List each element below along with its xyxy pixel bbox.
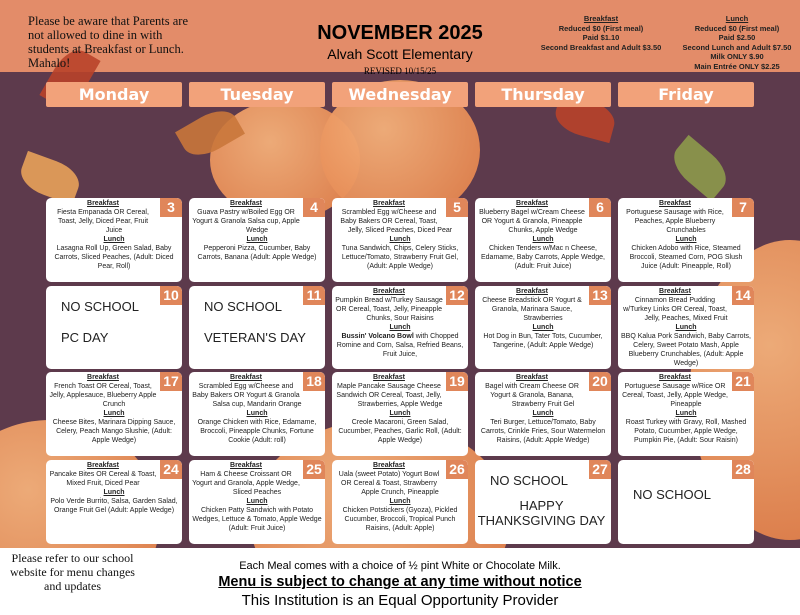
lunch-menu: Chicken Tenders w/Mac n Cheese, Edamame, Baby Carrots, Apple Wedge, (Adult: Fruit Juice)	[481, 245, 605, 270]
lunch-menu: Chicken Patty Sandwich with Potato Wedges, Lettuce & Tomato, Apple Wedge (Adult: Fruit Juice)	[192, 507, 322, 532]
price-line: Reduced $0 (First meal)	[694, 23, 780, 33]
breakfast-label: Breakfast	[373, 288, 405, 295]
lunch-label: Lunch	[103, 410, 125, 417]
day-cell-11	[189, 286, 325, 369]
price-line: Milk ONLY $.90	[710, 52, 764, 61]
price-line: Paid $1.10	[582, 33, 620, 42]
date-badge: 7	[732, 198, 754, 217]
lunch-label: Lunch	[103, 489, 125, 496]
lunch-label: Lunch	[532, 324, 554, 331]
no-school-label: NO SCHOOL	[633, 487, 712, 502]
breakfast-label: Breakfast	[230, 374, 262, 381]
lunch-prices-label: Lunch	[725, 14, 749, 23]
breakfast-menu: Cheese Breadstick OR Yogurt & Granola, Marinara Sauce, Strawberries	[482, 297, 582, 322]
parent-notice: Please be aware that Parents are not allowed to dine in with students at Breakfast or Lunch. Mahalo!	[28, 14, 188, 70]
holiday-note: PC DAY	[61, 330, 109, 345]
lunch-label: Lunch	[389, 324, 411, 331]
day-cell-28	[618, 460, 754, 544]
breakfast-menu: Bagel with Cream Cheese OR Yogurt & Granola, Banana, Strawberry Fruit Gel	[485, 383, 579, 408]
lunch-label: Lunch	[246, 410, 268, 417]
lunch-prices	[676, 14, 798, 71]
breakfast-menu: Pumpkin Bread w/Turkey Sausage OR Cereal, Toast, Jelly, Pineapple Chunks, Sour Raisins	[335, 297, 443, 322]
breakfast-label: Breakfast	[373, 462, 405, 469]
no-school-label: NO SCHOOL	[204, 299, 283, 314]
date-badge: 19	[446, 372, 468, 391]
breakfast-label: Breakfast	[230, 462, 262, 469]
date-badge: 14	[732, 286, 754, 305]
breakfast-label: Breakfast	[373, 200, 405, 207]
day-cell-20	[475, 372, 611, 456]
day-cell-5	[332, 198, 468, 282]
lunch-label: Lunch	[103, 236, 125, 243]
breakfast-menu: Cinnamon Bread Pudding w/Turkey Links OR Cereal, Toast, Jelly, Peaches, Mixed Fruit	[623, 297, 728, 322]
day-cell-24	[46, 460, 182, 544]
price-line: Second Breakfast and Adult $3.50	[540, 42, 662, 52]
breakfast-prices	[530, 14, 672, 52]
day-header-friday: Friday	[618, 82, 754, 107]
holiday-note: VETERAN'S DAY	[204, 330, 306, 345]
breakfast-label: Breakfast	[373, 374, 405, 381]
breakfast-label: Breakfast	[87, 200, 119, 207]
breakfast-label: Breakfast	[516, 200, 548, 207]
day-cell-6	[475, 198, 611, 282]
date-badge: 11	[303, 286, 325, 305]
breakfast-menu: Blueberry Bagel w/Cream Cheese OR Yogurt & Granola, Pineapple Chunks, Apple Wedge	[479, 209, 585, 234]
breakfast-label: Breakfast	[516, 374, 548, 381]
day-cell-21	[618, 372, 754, 456]
lunch-menu: Orange Chicken with Rice, Edamame, Broccoli, Pineapple Chunks, Fortune Cookie (Adult: roll)	[197, 419, 317, 444]
day-cell-25	[189, 460, 325, 544]
day-cell-10	[46, 286, 182, 369]
lunch-menu: Teri Burger, Lettuce/Tomato, Baby Carrots, Crinkle Fries, Sour Watermelon Raisins, (Adult: Apple Wedge)	[480, 419, 606, 444]
date-badge: 20	[589, 372, 611, 391]
lunch-menu: Hot Dog in Bun, Tater Tots, Cucumber, Tangerine, (Adult: Apple Wedge)	[483, 333, 603, 349]
breakfast-menu: Fiesta Empanada OR Cereal, Toast, Jelly, Diced Pear, Fruit Juice	[57, 209, 149, 234]
day-header-monday: Monday	[46, 82, 182, 107]
breakfast-label: Breakfast	[659, 288, 691, 295]
date-badge: 6	[589, 198, 611, 217]
breakfast-label: Breakfast	[87, 462, 119, 469]
date-badge: 5	[446, 198, 468, 217]
date-badge: 24	[160, 460, 182, 479]
day-cell-26	[332, 460, 468, 544]
day-cell-12	[332, 286, 468, 369]
date-badge: 13	[589, 286, 611, 305]
date-badge: 12	[446, 286, 468, 305]
breakfast-menu: Ham & Cheese Croissant OR Yogurt and Granola, Apple Wedge, Sliced Peaches	[192, 471, 300, 496]
website-note: Please refer to our school website for menu changes and updates	[10, 551, 135, 593]
lunch-label: Lunch	[246, 236, 268, 243]
day-cell-4	[189, 198, 325, 282]
lunch-feature: Bussin' Volcano Bowl	[341, 333, 414, 340]
lunch-menu: Creole Macaroni, Green Salad, Cucumber, Peaches, Garlic Roll, (Adult: Apple Wedge)	[338, 419, 462, 444]
lunch-menu: Pepperoni Pizza, Cucumber, Baby Carrots, Banana (Adult: Apple Wedge)	[197, 245, 317, 261]
equal-opportunity-note: This Institution is an Equal Opportunity Provider	[241, 592, 559, 609]
day-cell-3	[46, 198, 182, 282]
school-name: Alvah Scott Elementary	[327, 46, 473, 62]
day-cell-13	[475, 286, 611, 369]
date-badge: 4	[303, 198, 325, 217]
lunch-label: Lunch	[675, 410, 697, 417]
page-title: NOVEMBER 2025	[317, 22, 483, 44]
breakfast-menu: Pancake Bites OR Cereal & Toast, Mixed Fruit, Diced Pear	[49, 471, 157, 487]
page-title-block	[290, 22, 510, 76]
breakfast-menu: Portuguese Sausage with Rice, Peaches, Apple Blueberry Crunchables	[626, 209, 724, 234]
breakfast-label: Breakfast	[516, 288, 548, 295]
day-header-tuesday: Tuesday	[189, 82, 325, 107]
day-header-wednesday: Wednesday	[332, 82, 468, 107]
lunch-menu: Roast Turkey with Gravy, Roll, Mashed Potato, Cucumber, Apple Wedge, Pumpkin Pie, (Adult: Sour Raisin)	[625, 419, 747, 444]
day-cell-7	[618, 198, 754, 282]
lunch-menu: BBQ Kalua Pork Sandwich, Baby Carrots, Celery, Sweet Potato Mash, Apple Blueberry Crunchables, (Adult: Apple Wedge)	[621, 333, 751, 367]
breakfast-menu: Uala (sweet Potato) Yogurt Bowl OR Cereal & Toast, Strawberry Apple Crunch, Pineapple	[338, 471, 440, 496]
date-badge: 26	[446, 460, 468, 479]
breakfast-menu: Maple Pancake Sausage Cheese Sandwich OR Cereal, Toast, Jelly, Strawberries, Apple Wedge	[336, 383, 443, 408]
lunch-label: Lunch	[675, 324, 697, 331]
breakfast-menu: Guava Pastry w/Boiled Egg OR Yogurt & Granola Salsa cup, Apple Wedge	[192, 209, 300, 234]
lunch-menu: Polo Verde Burrito, Salsa, Garden Salad, Orange Fruit Gel (Adult: Apple Wedge)	[50, 498, 178, 514]
lunch-menu	[335, 332, 465, 359]
lunch-label: Lunch	[675, 236, 697, 243]
lunch-label: Lunch	[389, 410, 411, 417]
day-header-thursday: Thursday	[475, 82, 611, 107]
date-badge: 10	[160, 286, 182, 305]
lunch-label: Lunch	[532, 236, 554, 243]
breakfast-menu: Scrambled Egg w/Cheese and Baby Bakers OR Yogurt & Granola Salsa cup, Mandarin Orange	[192, 383, 302, 408]
date-badge: 28	[732, 460, 754, 479]
date-badge: 27	[589, 460, 611, 479]
breakfast-label: Breakfast	[659, 200, 691, 207]
lunch-menu: Chicken Potstickers (Gyoza), Pickled Cucumber, Broccoli, Tropical Punch Raisins, (Adult: Apple)	[342, 507, 458, 532]
day-cell-18	[189, 372, 325, 456]
date-badge: 17	[160, 372, 182, 391]
no-school-label: NO SCHOOL	[490, 473, 569, 488]
revised-date: REVISED 10/15/25	[363, 66, 437, 76]
breakfast-label: Breakfast	[230, 200, 262, 207]
lunch-label: Lunch	[532, 410, 554, 417]
date-badge: 21	[732, 372, 754, 391]
date-badge: 18	[303, 372, 325, 391]
date-badge: 3	[160, 198, 182, 217]
day-cell-19	[332, 372, 468, 456]
breakfast-menu: Portuguese Sausage w/Rice OR Cereal, Toast, Jelly, Apple Wedge, Pineapple	[622, 383, 728, 408]
lunch-menu-text: with Chopped Romine and Corn, Salsa, Refried Beans, Fruit Juice,	[336, 333, 464, 358]
breakfast-label: Breakfast	[87, 374, 119, 381]
milk-note: Each Meal comes with a choice of ½ pint White or Chocolate Milk.	[239, 560, 561, 572]
price-line: Paid $2.50	[718, 33, 756, 42]
lunch-menu: Cheese Bites, Marinara Dipping Sauce, Celery, Peach Mango Slushie, (Adult: Apple Wedge)	[52, 419, 176, 444]
no-school-label: NO SCHOOL	[61, 299, 140, 314]
breakfast-menu: Scrambled Egg w/Cheese and Baby Bakers OR Cereal, Toast, Jelly, Sliced Peaches, Diced Pear	[340, 209, 453, 234]
holiday-note: HAPPY THANKSGIVING DAY	[477, 498, 606, 528]
day-cell-27	[475, 460, 611, 544]
footer	[150, 560, 650, 609]
price-line: Second Lunch and Adult $7.50	[682, 42, 792, 52]
day-cell-17	[46, 372, 182, 456]
lunch-label: Lunch	[246, 498, 268, 505]
lunch-menu: Lasagna Roll Up, Green Salad, Baby Carrots, Sliced Peaches, (Adult: Diced Pear, Roll)	[54, 245, 174, 270]
day-cell-14	[618, 286, 754, 369]
menu-change-note: Menu is subject to change at any time without notice	[218, 574, 582, 590]
date-badge: 25	[303, 460, 325, 479]
breakfast-menu: French Toast OR Cereal, Toast, Jelly, Applesauce, Blueberry Apple Crunch	[49, 383, 157, 408]
breakfast-prices-label: Breakfast	[583, 14, 619, 23]
price-line: Main Entrée ONLY $2.25	[694, 61, 780, 71]
price-line: Reduced $0 (First meal)	[558, 23, 644, 33]
lunch-label: Lunch	[389, 498, 411, 505]
lunch-menu: Tuna Sandwich, Chips, Celery Sticks, Lettuce/Tomato, Strawberry Fruit Gel, (Adult: Apple Wedge)	[341, 245, 459, 270]
breakfast-label: Breakfast	[659, 374, 691, 381]
lunch-label: Lunch	[389, 236, 411, 243]
leaf-decoration	[665, 135, 734, 201]
lunch-menu: Chicken Adobo with Rice, Steamed Broccoli, Steamed Corn, POG Slush Juice (Adult: Pineapple, Roll)	[629, 245, 743, 270]
